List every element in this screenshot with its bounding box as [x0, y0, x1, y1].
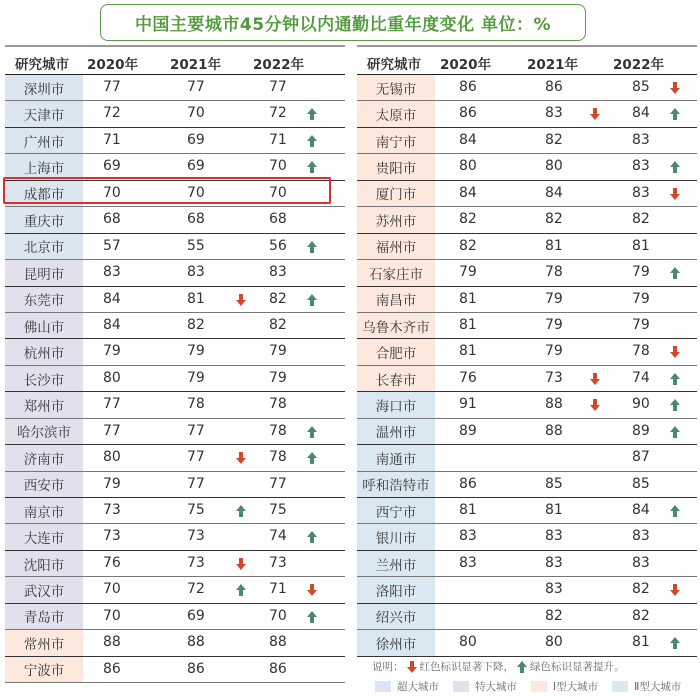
- city-name: 大连市: [5, 524, 83, 549]
- value-2022: 82: [632, 581, 650, 598]
- city-name: 长春市: [357, 366, 435, 391]
- value-2022: 84: [632, 502, 650, 518]
- value-2020: 80: [459, 158, 477, 175]
- value-2021: 70: [187, 105, 205, 122]
- value-2020: 86: [459, 79, 477, 95]
- value-2020: 76: [459, 369, 477, 386]
- value-2021: 81: [545, 237, 563, 254]
- city-name: 兰州市: [357, 551, 435, 576]
- city-name: 厦门市: [357, 181, 435, 206]
- value-2021: 82: [545, 131, 563, 148]
- value-2020: 76: [103, 554, 121, 571]
- city-name: 银川市: [357, 524, 435, 549]
- arrow-down-icon: [590, 373, 600, 385]
- city-name: 杭州市: [5, 339, 83, 364]
- value-2022: 70: [269, 158, 287, 175]
- table-row: [5, 234, 345, 260]
- chart-title: 中国主要城市45分钟以内通勤比重年度变化 单位：%: [100, 4, 586, 41]
- city-name: 西安市: [5, 472, 83, 497]
- value-2022: 83: [632, 554, 650, 571]
- note-prefix: 说明：: [372, 661, 404, 673]
- arrow-up-icon: [236, 505, 246, 517]
- city-name: 佛山市: [5, 313, 83, 338]
- city-name: 北京市: [5, 234, 83, 259]
- value-2022: 77: [269, 475, 287, 492]
- table-row: [357, 313, 697, 339]
- table-row: [5, 419, 345, 445]
- value-2022: 81: [632, 237, 650, 254]
- city-name: 南宁市: [357, 128, 435, 153]
- table-row: [357, 339, 697, 365]
- table-row: [5, 75, 345, 101]
- left-table: [5, 45, 345, 683]
- value-2022: 83: [632, 131, 650, 148]
- value-2021: 81: [187, 290, 205, 307]
- table-row: [357, 207, 697, 233]
- value-2022: 88: [269, 634, 287, 651]
- value-2020: 83: [103, 264, 121, 281]
- table-row: [5, 366, 345, 392]
- value-2021: 73: [187, 528, 205, 545]
- arrow-down-icon: [590, 399, 600, 411]
- value-2021: 72: [187, 581, 205, 598]
- highlight-chengdu: [3, 177, 331, 204]
- table-row: [357, 524, 697, 550]
- table-row: [5, 498, 345, 524]
- table-row: [5, 313, 345, 339]
- value-2022: 82: [269, 316, 287, 333]
- header-2022: 2022年: [253, 57, 305, 73]
- value-2022: 83: [632, 158, 650, 175]
- value-2022: 68: [269, 211, 287, 228]
- table-row: [5, 604, 345, 630]
- value-2020: 84: [459, 131, 477, 148]
- legend-swatch: [612, 681, 628, 692]
- value-2022: 70: [269, 184, 287, 201]
- table-row: [5, 207, 345, 233]
- arrow-up-icon: [307, 161, 317, 173]
- value-2022: 82: [632, 607, 650, 624]
- value-2021: 75: [187, 502, 205, 518]
- arrow-up-icon: [670, 267, 680, 279]
- value-2021: 78: [545, 264, 563, 281]
- table-row: [357, 75, 697, 101]
- value-2021: 77: [187, 79, 205, 95]
- table-row: [357, 498, 697, 524]
- arrow-up-icon: [670, 637, 680, 649]
- value-2022: 90: [632, 396, 650, 413]
- value-2022: 72: [269, 105, 287, 122]
- city-name: 苏州市: [357, 207, 435, 232]
- value-2020: 83: [459, 554, 477, 571]
- value-2021: 79: [545, 290, 563, 307]
- table-row: [357, 604, 697, 630]
- arrow-down-icon: [670, 346, 680, 358]
- value-2021: 78: [187, 396, 205, 413]
- value-2021: 88: [545, 396, 563, 413]
- table-row: [357, 260, 697, 286]
- city-name: 福州市: [357, 234, 435, 259]
- value-2022: 79: [632, 316, 650, 333]
- city-name: 宁波市: [5, 657, 83, 682]
- table-row: [5, 287, 345, 313]
- arrow-down-icon: [236, 452, 246, 464]
- arrow-down-icon: [307, 584, 317, 596]
- value-2021: 77: [187, 422, 205, 439]
- legend-label: Ⅰ型大城市: [553, 681, 599, 693]
- legend-type2: [612, 679, 681, 694]
- legend-label: 特大城市: [475, 681, 517, 693]
- value-2022: 70: [269, 607, 287, 624]
- legend-special: [453, 679, 517, 694]
- value-2021: 88: [545, 422, 563, 439]
- city-name: 绍兴市: [357, 604, 435, 629]
- arrow-up-icon: [670, 399, 680, 411]
- city-name: 重庆市: [5, 207, 83, 232]
- value-2022: 79: [269, 343, 287, 360]
- value-2020: 86: [459, 475, 477, 492]
- city-name: 郑州市: [5, 392, 83, 417]
- value-2022: 74: [632, 369, 650, 386]
- city-name: 东莞市: [5, 287, 83, 312]
- table-row: [5, 551, 345, 577]
- arrow-down-icon: [407, 661, 417, 673]
- value-2020: 86: [103, 660, 121, 677]
- value-2022: 74: [269, 528, 287, 545]
- city-name: 乌鲁木齐市: [357, 313, 435, 338]
- city-name: 昆明市: [5, 260, 83, 285]
- value-2020: 73: [103, 502, 121, 518]
- value-2021: 82: [545, 607, 563, 624]
- arrow-up-icon: [670, 161, 680, 173]
- city-name: 济南市: [5, 445, 83, 470]
- arrow-down-icon: [670, 584, 680, 596]
- value-2020: 88: [103, 634, 121, 651]
- arrow-up-icon: [307, 452, 317, 464]
- value-2022: 81: [632, 634, 650, 651]
- value-2021: 69: [187, 607, 205, 624]
- value-2022: 82: [269, 290, 287, 307]
- city-name: 西宁市: [357, 498, 435, 523]
- city-name: 无锡市: [357, 75, 435, 100]
- note-down: 红色标识显著下降，: [419, 661, 514, 673]
- value-2021: 70: [187, 184, 205, 201]
- value-2021: 82: [545, 211, 563, 228]
- value-2022: 78: [269, 449, 287, 466]
- value-2021: 55: [187, 237, 205, 254]
- value-2022: 78: [269, 422, 287, 439]
- value-2020: 84: [459, 184, 477, 201]
- table-row: [357, 419, 697, 445]
- value-2020: 83: [459, 528, 477, 545]
- table-row: [357, 630, 697, 656]
- value-2021: 77: [187, 475, 205, 492]
- city-name: 长沙市: [5, 366, 83, 391]
- table-row: [357, 154, 697, 180]
- value-2021: 88: [187, 634, 205, 651]
- value-2020: 70: [103, 184, 121, 201]
- value-2021: 68: [187, 211, 205, 228]
- value-2020: 80: [103, 369, 121, 386]
- value-2022: 89: [632, 422, 650, 439]
- value-2021: 82: [187, 316, 205, 333]
- arrow-up-icon: [307, 611, 317, 623]
- value-2020: 84: [103, 290, 121, 307]
- value-2022: 56: [269, 237, 287, 254]
- city-name: 洛阳市: [357, 577, 435, 602]
- value-2022: 79: [632, 290, 650, 307]
- value-2022: 85: [632, 79, 650, 95]
- city-name: 徐州市: [357, 630, 435, 655]
- value-2020: 81: [459, 343, 477, 360]
- value-2020: 89: [459, 422, 477, 439]
- value-2021: 83: [545, 554, 563, 571]
- value-2020: 69: [103, 158, 121, 175]
- table-row: [5, 392, 345, 418]
- city-name: 贵阳市: [357, 154, 435, 179]
- city-name: 太原市: [357, 101, 435, 126]
- value-2022: 82: [632, 211, 650, 228]
- arrow-up-icon: [307, 531, 317, 543]
- city-name: 武汉市: [5, 577, 83, 602]
- arrow-up-icon: [307, 135, 317, 147]
- table-row: [357, 445, 697, 471]
- value-2020: 82: [459, 237, 477, 254]
- city-name: 呼和浩特市: [357, 472, 435, 497]
- arrow-up-icon: [307, 426, 317, 438]
- header-2020: 2020年: [440, 57, 492, 73]
- city-name: 南昌市: [357, 287, 435, 312]
- city-name: 沈阳市: [5, 551, 83, 576]
- table-row: [5, 128, 345, 154]
- value-2020: 81: [459, 290, 477, 307]
- city-name: 深圳市: [5, 75, 83, 100]
- value-2020: 68: [103, 211, 121, 228]
- arrow-down-icon: [590, 108, 600, 120]
- right-table: [357, 45, 697, 657]
- city-name: 上海市: [5, 154, 83, 179]
- value-2021: 83: [545, 528, 563, 545]
- value-2021: 79: [187, 369, 205, 386]
- value-2022: 75: [269, 502, 287, 518]
- value-2022: 77: [269, 79, 287, 95]
- table-row: [5, 577, 345, 603]
- table-row: [5, 657, 345, 683]
- city-name: 温州市: [357, 419, 435, 444]
- value-2022: 85: [632, 475, 650, 492]
- value-2020: 81: [459, 316, 477, 333]
- value-2020: 86: [459, 105, 477, 122]
- value-2020: 77: [103, 396, 121, 413]
- arrow-up-icon: [670, 108, 680, 120]
- value-2021: 77: [187, 449, 205, 466]
- value-2021: 80: [545, 158, 563, 175]
- table-row: [357, 472, 697, 498]
- value-2021: 85: [545, 475, 563, 492]
- arrow-up-icon: [517, 661, 527, 673]
- value-2021: 79: [545, 316, 563, 333]
- header-2021: 2021年: [527, 57, 579, 73]
- value-2022: 86: [269, 660, 287, 677]
- city-name: 成都市: [5, 181, 83, 206]
- city-name: 天津市: [5, 101, 83, 126]
- header-city: 研究城市: [367, 57, 421, 73]
- table-row: [357, 551, 697, 577]
- table-row: [357, 128, 697, 154]
- value-2020: 82: [459, 211, 477, 228]
- table-row: [357, 577, 697, 603]
- value-2021: 86: [545, 79, 563, 95]
- value-2021: 83: [545, 105, 563, 122]
- value-2021: 79: [545, 343, 563, 360]
- value-2020: 79: [103, 475, 121, 492]
- value-2021: 73: [187, 554, 205, 571]
- header-2021: 2021年: [170, 57, 222, 73]
- value-2021: 86: [187, 660, 205, 677]
- table-row: [5, 524, 345, 550]
- city-name: 青岛市: [5, 604, 83, 629]
- table-row: [357, 366, 697, 392]
- header-2022: 2022年: [613, 57, 665, 73]
- value-2020: 71: [103, 131, 121, 148]
- legend-type1: [531, 679, 598, 694]
- value-2021: 81: [545, 502, 563, 518]
- table-row: [5, 101, 345, 127]
- table-header: [5, 47, 345, 75]
- header-2020: 2020年: [87, 57, 139, 73]
- value-2020: 79: [459, 264, 477, 281]
- table-row: [357, 392, 697, 418]
- value-2021: 69: [187, 131, 205, 148]
- value-2020: 77: [103, 422, 121, 439]
- city-name: 广州市: [5, 128, 83, 153]
- table-header: [357, 47, 697, 75]
- value-2021: 83: [187, 264, 205, 281]
- value-2022: 83: [632, 528, 650, 545]
- header-city: 研究城市: [15, 57, 69, 73]
- legend: [375, 679, 681, 694]
- note-up: 绿色标识显著提升。: [530, 661, 625, 673]
- value-2022: 87: [632, 449, 650, 466]
- arrow-up-icon: [307, 294, 317, 306]
- table-row: [357, 101, 697, 127]
- value-2022: 71: [269, 131, 287, 148]
- value-2021: 80: [545, 634, 563, 651]
- value-2021: 79: [187, 343, 205, 360]
- value-2020: 80: [103, 449, 121, 466]
- table-row: [5, 339, 345, 365]
- value-2020: 81: [459, 502, 477, 518]
- arrow-up-icon: [236, 584, 246, 596]
- city-name: 常州市: [5, 630, 83, 655]
- city-name: 南京市: [5, 498, 83, 523]
- legend-swatch: [531, 681, 547, 692]
- value-2022: 71: [269, 581, 287, 598]
- city-name: 海口市: [357, 392, 435, 417]
- city-name: 南通市: [357, 445, 435, 470]
- value-2020: 72: [103, 105, 121, 122]
- value-2021: 83: [545, 581, 563, 598]
- city-name: 石家庄市: [357, 260, 435, 285]
- arrow-up-icon: [670, 505, 680, 517]
- legend-label: 超大城市: [397, 681, 439, 693]
- value-2022: 84: [632, 105, 650, 122]
- value-2022: 79: [632, 264, 650, 281]
- arrow-up-icon: [307, 108, 317, 120]
- value-2020: 73: [103, 528, 121, 545]
- legend-swatch: [453, 681, 469, 692]
- table-row: [5, 472, 345, 498]
- legend-swatch: [375, 681, 391, 692]
- value-2022: 79: [269, 369, 287, 386]
- arrow-down-icon: [670, 82, 680, 94]
- value-2020: 70: [103, 607, 121, 624]
- table-row: [5, 260, 345, 286]
- arrow-up-icon: [307, 241, 317, 253]
- legend-label: Ⅱ型大城市: [634, 681, 682, 693]
- value-2020: 84: [103, 316, 121, 333]
- table-row: [5, 630, 345, 656]
- note: [372, 659, 625, 674]
- value-2021: 84: [545, 184, 563, 201]
- value-2022: 78: [632, 343, 650, 360]
- value-2022: 83: [269, 264, 287, 281]
- legend-super: [375, 679, 439, 694]
- table-row: [357, 181, 697, 207]
- arrow-up-icon: [670, 373, 680, 385]
- value-2021: 69: [187, 158, 205, 175]
- value-2021: 73: [545, 369, 563, 386]
- arrow-up-icon: [670, 426, 680, 438]
- value-2020: 57: [103, 237, 121, 254]
- table-row: [357, 234, 697, 260]
- value-2020: 80: [459, 634, 477, 651]
- arrow-down-icon: [670, 188, 680, 200]
- arrow-down-icon: [236, 294, 246, 306]
- value-2020: 77: [103, 79, 121, 95]
- city-name: 合肥市: [357, 339, 435, 364]
- city-name: 哈尔滨市: [5, 419, 83, 444]
- value-2022: 73: [269, 554, 287, 571]
- value-2020: 91: [459, 396, 477, 413]
- table-row: [357, 287, 697, 313]
- value-2020: 70: [103, 581, 121, 598]
- value-2020: 79: [103, 343, 121, 360]
- table-row: [5, 445, 345, 471]
- value-2022: 83: [632, 184, 650, 201]
- arrow-down-icon: [236, 558, 246, 570]
- value-2022: 78: [269, 396, 287, 413]
